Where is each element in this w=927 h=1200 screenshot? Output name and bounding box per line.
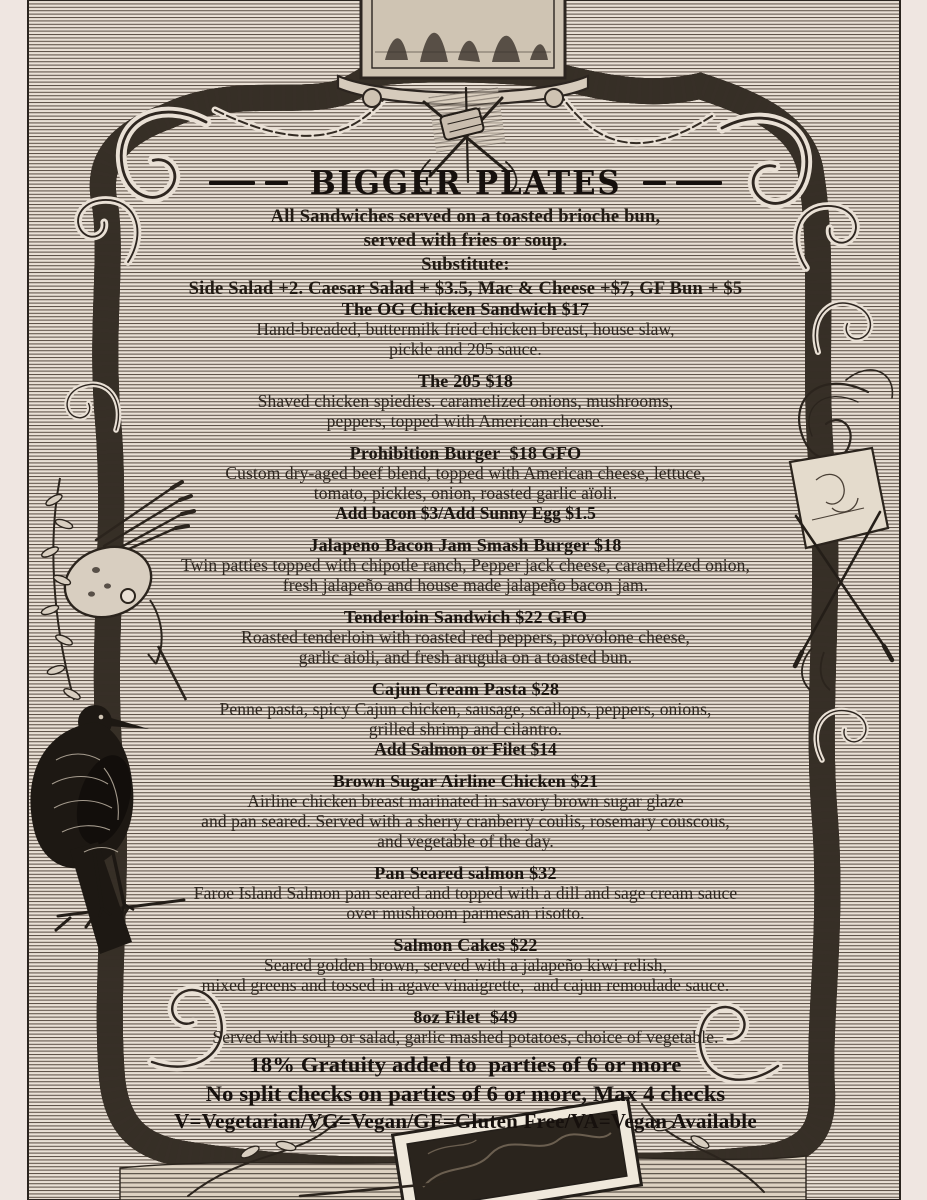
text-line: fresh jalapeño and house made jalapeño bacon jam. bbox=[282, 575, 649, 595]
menu-item-addon: Add bacon $3/Add Sunny Egg $1.5 bbox=[335, 503, 596, 523]
menu-item-description bbox=[4, 463, 927, 503]
text-line: peppers, topped with American cheese. bbox=[326, 411, 605, 431]
menu-item-addon: Add Salmon or Filet $14 bbox=[374, 739, 557, 759]
text-line: Seared golden brown, served with a jalapeño kiwi relish, bbox=[263, 955, 668, 975]
menu-item-description bbox=[4, 699, 927, 739]
menu-item-name: The OG Chicken Sandwich $17 bbox=[341, 299, 590, 319]
text-line: All Sandwiches served on a toasted brioche bun, bbox=[270, 207, 661, 227]
menu-item-description bbox=[4, 627, 927, 667]
text-line: and pan seared. Served with a sherry cranberry coulis, rosemary couscous, bbox=[201, 811, 730, 831]
text-line: garlic aioli, and fresh arugula on a toasted bun. bbox=[298, 647, 633, 667]
text-line: No split checks on parties of 6 or more, Max 4 checks bbox=[205, 1081, 726, 1106]
menu-item-description bbox=[4, 955, 927, 995]
text-line: pickle and 205 sauce. bbox=[389, 339, 542, 359]
text-line: 18% Gratuity added to parties of 6 or more bbox=[249, 1052, 682, 1077]
text-line: and vegetable of the day. bbox=[377, 831, 554, 851]
text-line: Twin patties topped with chipotle ranch, Pepper jack cheese, caramelized onion, bbox=[181, 555, 750, 575]
text-line: Airline chicken breast marinated in savory brown sugar glaze bbox=[247, 791, 684, 811]
menu-item-name: Brown Sugar Airline Chicken $21 bbox=[332, 771, 599, 791]
menu-item-name: Salmon Cakes $22 bbox=[393, 935, 538, 955]
text-line: Faroe Island Salmon pan seared and topped with a dill and sage cream sauce bbox=[193, 883, 738, 903]
text-line: Custom dry-aged beef blend, topped with American cheese, lettuce, bbox=[225, 463, 706, 483]
menu-title-row bbox=[4, 163, 927, 202]
menu-item bbox=[4, 607, 927, 667]
text-line: served with fries or soup. bbox=[363, 231, 568, 251]
menu-item bbox=[4, 771, 927, 851]
menu-item bbox=[4, 863, 927, 923]
text-line: Served with soup or salad, garlic mashed potatoes, choice of vegetable. bbox=[212, 1027, 719, 1047]
text-line: tomato, pickles, onion, roasted garlic aïoli. bbox=[313, 483, 618, 503]
text-line: Roasted tenderloin with roasted red peppers, provolone cheese, bbox=[241, 627, 690, 647]
text-line: V=Vegetarian/VG=Vegan/GF=Gluten Free/VA=Vegan Available bbox=[174, 1109, 757, 1133]
menu-item bbox=[4, 935, 927, 995]
menu-item bbox=[4, 443, 927, 523]
text-line: Substitute: bbox=[421, 255, 510, 275]
menu-item-name: Tenderloin Sandwich $22 GFO bbox=[343, 607, 588, 627]
menu-item-description bbox=[4, 1027, 927, 1047]
menu-item bbox=[4, 371, 927, 431]
menu-item-description bbox=[4, 391, 927, 431]
menu-item-name: The 205 $18 bbox=[417, 371, 514, 391]
menu-item-description bbox=[4, 791, 927, 851]
menu-item-name: Prohibition Burger $18 GFO bbox=[349, 443, 582, 463]
title-dash-icon bbox=[209, 181, 255, 185]
menu-item-description bbox=[4, 319, 927, 359]
menu-intro bbox=[4, 205, 927, 301]
text-line: grilled shrimp and cilantro. bbox=[368, 719, 563, 739]
text-line: mixed greens and tossed in agave vinaigrette, and cajun remoulade sauce. bbox=[201, 975, 730, 995]
text-line: Hand-breaded, buttermilk fried chicken breast, house slaw, bbox=[256, 319, 675, 339]
menu-item-name: 8oz Filet $49 bbox=[413, 1007, 518, 1027]
menu-footer bbox=[4, 1050, 927, 1135]
menu-item bbox=[4, 679, 927, 759]
menu-item-list bbox=[4, 299, 927, 1059]
menu-item bbox=[4, 535, 927, 595]
text-line: Side Salad +2. Caesar Salad + $3.5, Mac & Cheese +$7, GF Bun + $5 bbox=[188, 279, 743, 299]
title-dash-icon bbox=[643, 181, 666, 185]
menu-item-name: Jalapeno Bacon Jam Smash Burger $18 bbox=[309, 535, 622, 555]
menu-item-description bbox=[4, 555, 927, 595]
text-line: Penne pasta, spicy Cajun chicken, sausage, scallops, peppers, onions, bbox=[219, 699, 712, 719]
page-title: BIGGER PLATES bbox=[309, 163, 622, 202]
title-dash-icon bbox=[265, 181, 288, 185]
text-line: over mushroom parmesan risotto. bbox=[346, 903, 585, 923]
menu-item-name: Cajun Cream Pasta $28 bbox=[371, 679, 560, 699]
menu-item-description bbox=[4, 883, 927, 923]
title-dash-icon bbox=[676, 181, 722, 185]
menu-item-name: Pan Seared salmon $32 bbox=[374, 863, 557, 883]
menu-item bbox=[4, 299, 927, 359]
text-line: Shaved chicken spiedies. caramelized onions, mushrooms, bbox=[257, 391, 674, 411]
menu-item bbox=[4, 1007, 927, 1047]
